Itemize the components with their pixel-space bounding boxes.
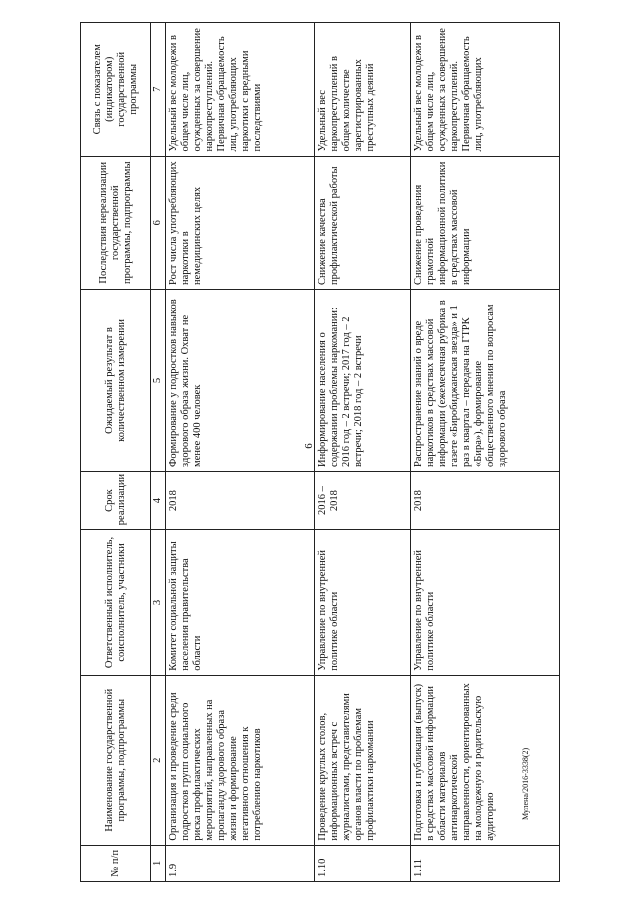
rotated-table-wrapper <box>80 22 560 882</box>
footer-code: Мулена/2016-3338(2) <box>521 747 530 820</box>
row-consequences: Рост числа употребляющих наркотики в немедицинских целях <box>166 156 315 289</box>
col-number: 4 <box>151 471 166 529</box>
row-result: Информирование населения о содержании проблемы наркомании: 2016 год – 2 встречи; 2017 год – 2 встречи; 2018 год – 2 встречи <box>315 289 411 471</box>
row-num: 1.11 <box>410 845 559 881</box>
col-number: 3 <box>151 530 166 676</box>
page-number: 6 <box>302 443 315 449</box>
row-term: 2016 – 2018 <box>315 471 411 529</box>
row-consequences: Снижение проведения грамотной информационной политики в средствах массовой информации <box>410 156 559 289</box>
header-link: Связь с показателем (индикатором) государственной программы <box>81 23 151 157</box>
col-number: 2 <box>151 675 166 845</box>
row-name: Проведение круглых столов, информационных встреч с журналистами, представителями органов власти по проблемам профилактики наркомании <box>315 675 411 845</box>
row-term: 2018 <box>410 471 559 529</box>
col-number: 1 <box>151 845 166 881</box>
header-consequences: Последствия нереализации государственной программы, подпрограммы <box>81 156 151 289</box>
row-term: 2018 <box>166 471 315 529</box>
row-link: Удельный вес молодежи в общем числе лиц, осужденных за совершение наркопреступлений. Первичная обращаемость лиц, употребляющих наркотики с вредными последствиями <box>166 23 315 157</box>
column-number-row <box>151 23 166 882</box>
header-num: № п/п <box>81 845 151 881</box>
col-number: 6 <box>151 156 166 289</box>
row-link: Удельный вес молодежи в общем числе лиц, осужденных за совершение наркопреступлений. Первичная обращаемость лиц, употребляющих <box>410 23 559 157</box>
row-link: Удельный вес наркопреступлений в общем количестве зарегистрированных преступных деяний <box>315 23 411 157</box>
row-name: Подготовка и публикация (выпуск) в средствах массовой информации области материалов антинаркотической направленности, ориентированных на молодежную и родительскую аудиторию <box>410 675 559 845</box>
row-name: Организация и проведение среди подростков групп социального риска профилактических мероприятий, направленных на пропаганду здорового образа жизни и формирование негативного отношения к потреблению наркотиков <box>166 675 315 845</box>
row-result: Распространение знаний о вреде наркотиков в средствах массовой информации (ежемесячная рубрика в газете «Биробиджанская звезда» и 1 раз в квартал – передача на ГТРК «Бира»), формирование общественного мнения по вопросам здорового образа <box>410 289 559 471</box>
header-term: Срок реализации <box>81 471 151 529</box>
header-name: Наименование государственной программы, подпрограммы <box>81 675 151 845</box>
row-responsible: Комитет социальной защиты населения правительства области <box>166 530 315 676</box>
header-row <box>81 23 151 882</box>
col-number: 5 <box>151 289 166 471</box>
table-row <box>166 23 315 882</box>
col-number: 7 <box>151 23 166 157</box>
row-num: 1.9 <box>166 845 315 881</box>
header-responsible: Ответственный исполнитель, соисполнитель, участники <box>81 530 151 676</box>
row-num: 1.10 <box>315 845 411 881</box>
row-responsible: Управление по внутренней политике области <box>315 530 411 676</box>
program-table <box>80 22 560 882</box>
header-result: Ожидаемый результат в количественном измерении <box>81 289 151 471</box>
row-result: Формирование у подростков навыков здорового образа жизни. Охват не менее 400 человек <box>166 289 315 471</box>
row-responsible: Управление по внутренней политике области <box>410 530 559 676</box>
row-consequences: Снижение качества профилактической работы <box>315 156 411 289</box>
table-row <box>410 23 559 882</box>
table-row <box>315 23 411 882</box>
